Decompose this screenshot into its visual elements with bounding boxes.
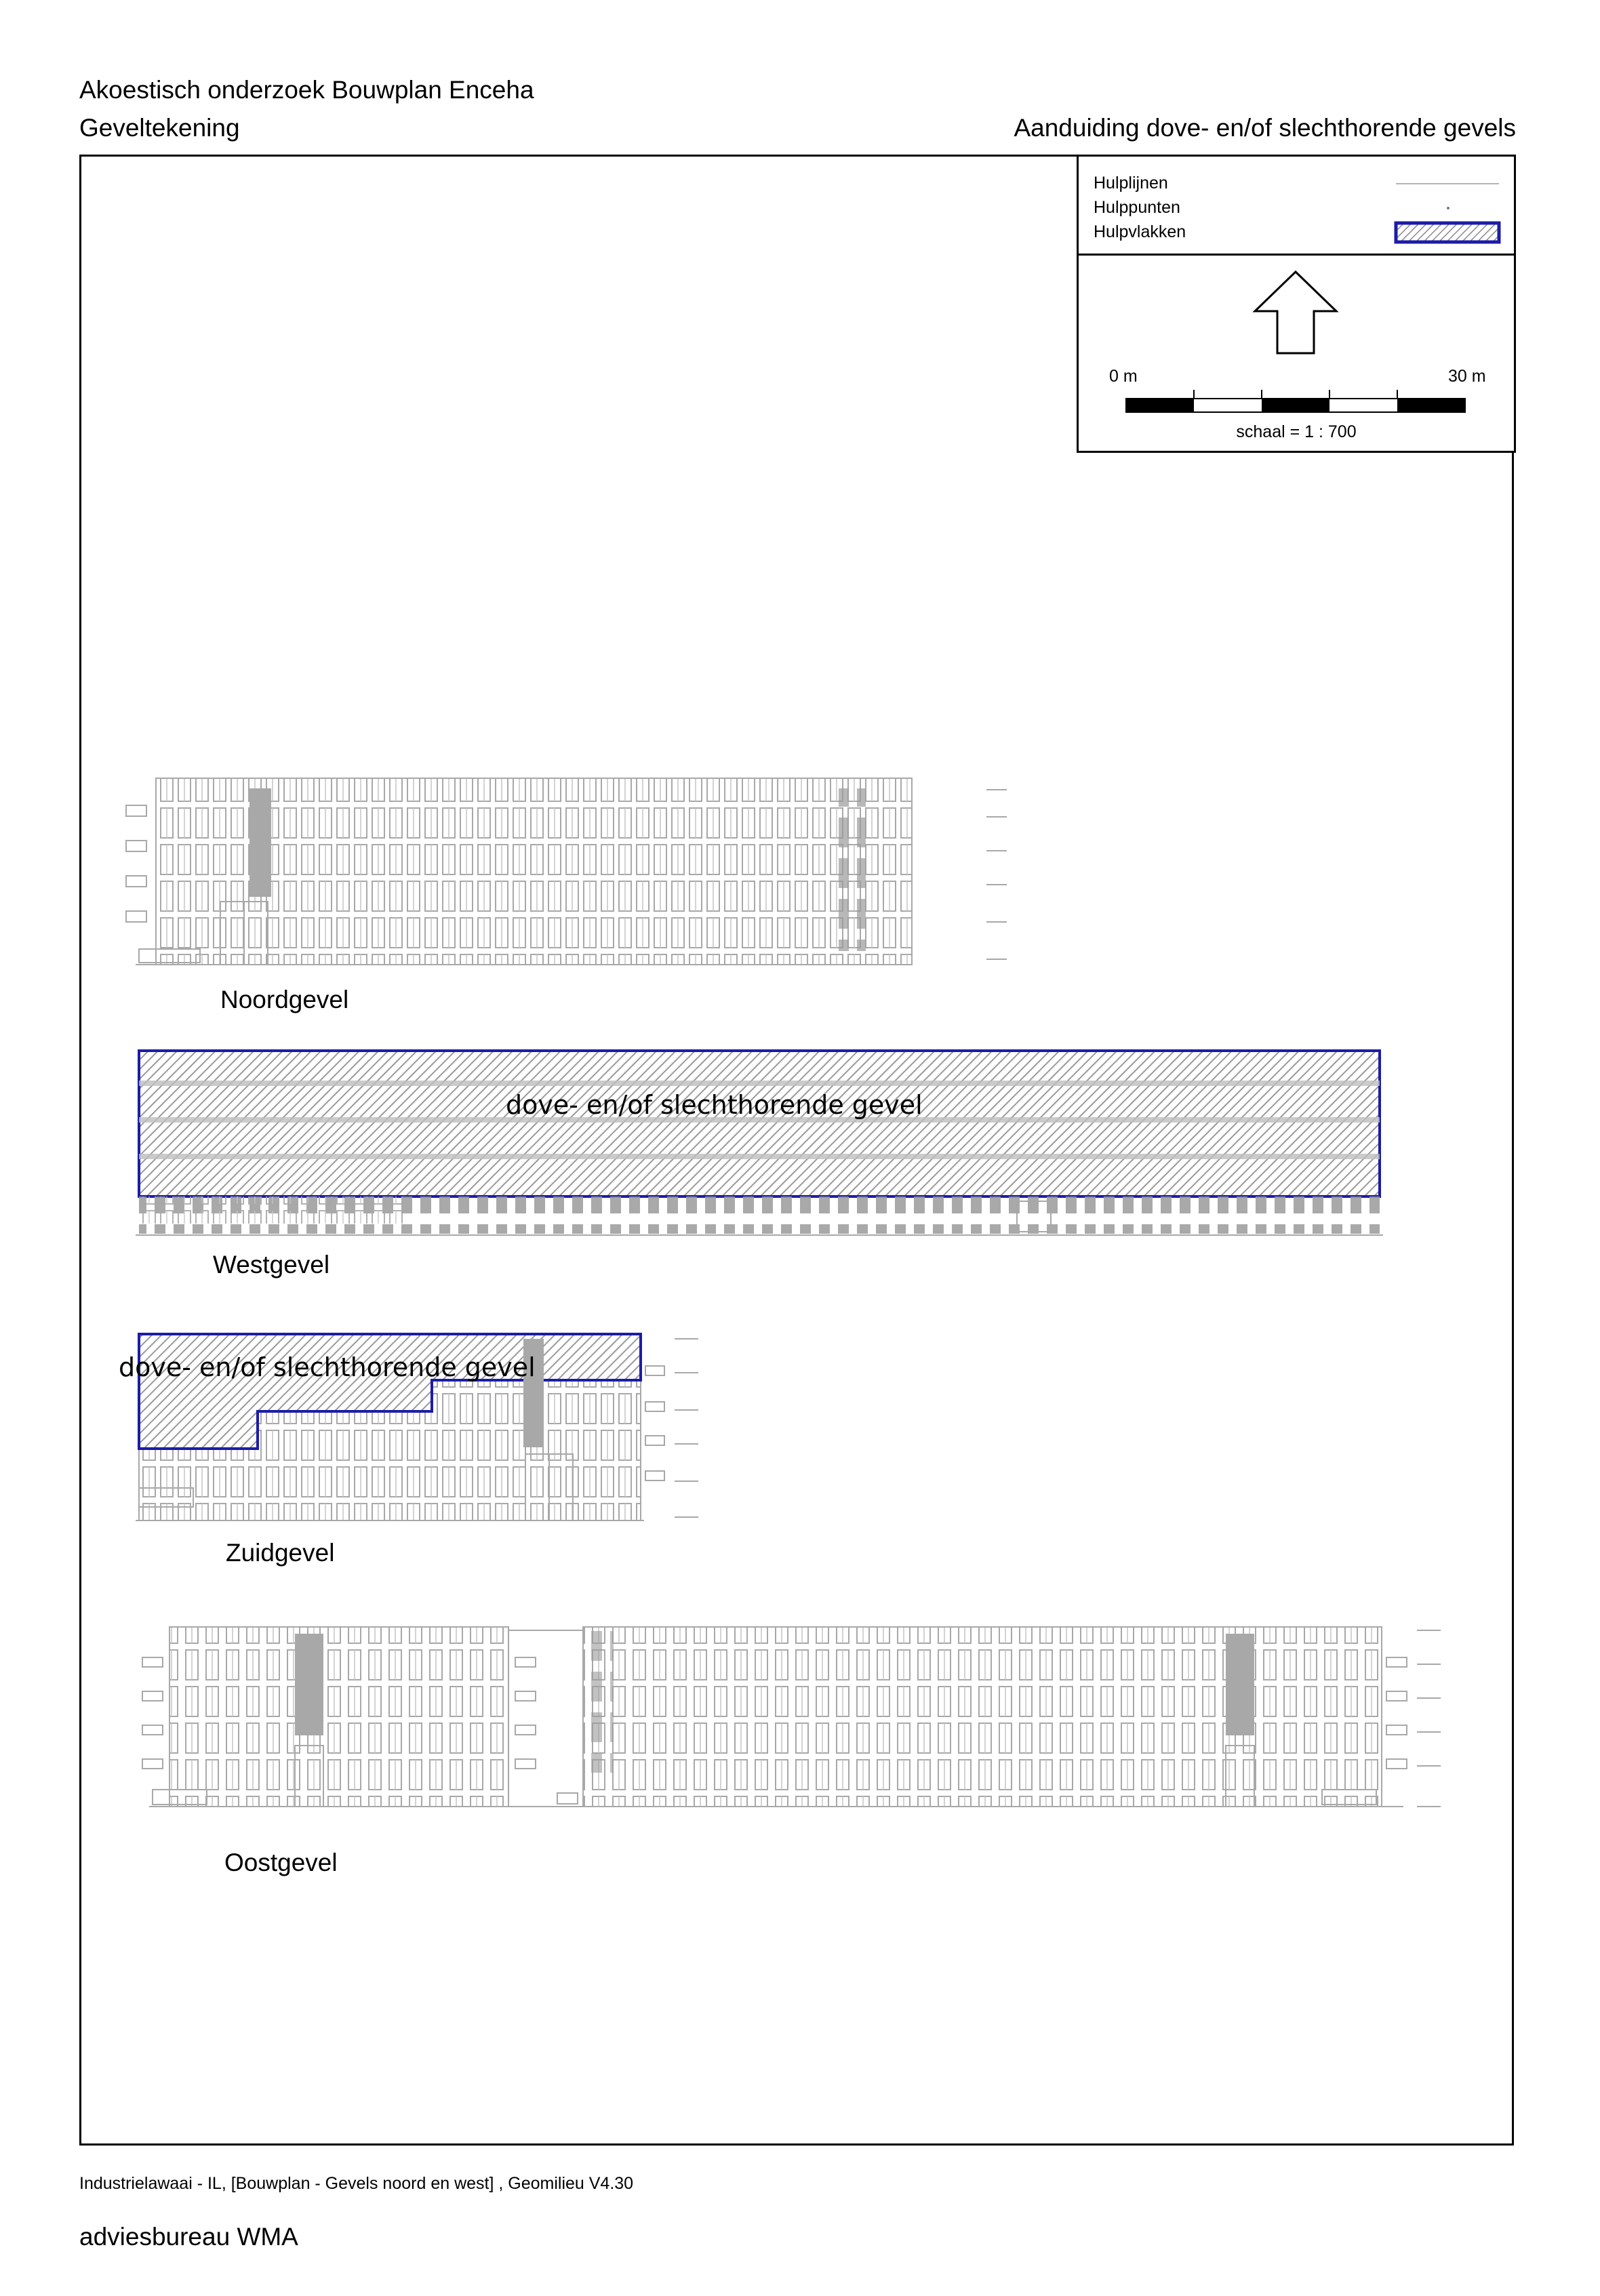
document-subtitle: Geveltekening xyxy=(79,114,240,142)
footer-company: adviesbureau WMA xyxy=(79,2223,298,2251)
scale-caption: schaal = 1 : 700 xyxy=(1236,422,1357,441)
scale-bar xyxy=(1126,390,1465,412)
north-arrow-icon xyxy=(1255,272,1336,353)
legend-dot-symbol xyxy=(1447,207,1449,209)
westgevel-elevation xyxy=(136,1051,1383,1235)
legend-symbols xyxy=(1079,157,1518,455)
document-title: Akoestisch onderzoek Bouwplan Enceha xyxy=(79,76,534,104)
noordgevel-elevation xyxy=(126,778,1007,965)
facade-label-zuidgevel: Zuidgevel xyxy=(226,1539,335,1567)
facade-label-oostgevel: Oostgevel xyxy=(224,1849,338,1876)
oostgevel-elevation xyxy=(142,1627,1441,1807)
legend-divider xyxy=(1079,254,1514,256)
legend-item-hulplijnen: Hulplijnen xyxy=(1094,174,1168,193)
legend-item-hulpvlakken: Hulpvlakken xyxy=(1094,222,1186,241)
stairwell-glazing xyxy=(249,788,271,897)
facade-label-noordgevel: Noordgevel xyxy=(220,986,349,1013)
scale-start-label: 0 m xyxy=(1109,367,1138,386)
west-hatched-area xyxy=(139,1051,1380,1196)
legend-box xyxy=(1077,155,1516,453)
legend-hatch-symbol xyxy=(1396,223,1499,242)
facade-label-westgevel: Westgevel xyxy=(213,1251,330,1278)
drawing-topic: Aanduiding dove- en/of slechthorende gevels xyxy=(1014,114,1516,142)
west-hatch-label: dove- en/of slechthorende gevel xyxy=(506,1090,923,1120)
footer-source: Industrielawaai - IL, [Bouwplan - Gevels noord en west] , Geomilieu V4.30 xyxy=(79,2174,634,2193)
legend-item-hulppunten: Hulppunten xyxy=(1094,198,1180,217)
scale-end-label: 30 m xyxy=(1448,367,1486,386)
south-hatch-label: dove- en/of slechthorende gevel xyxy=(119,1352,536,1382)
